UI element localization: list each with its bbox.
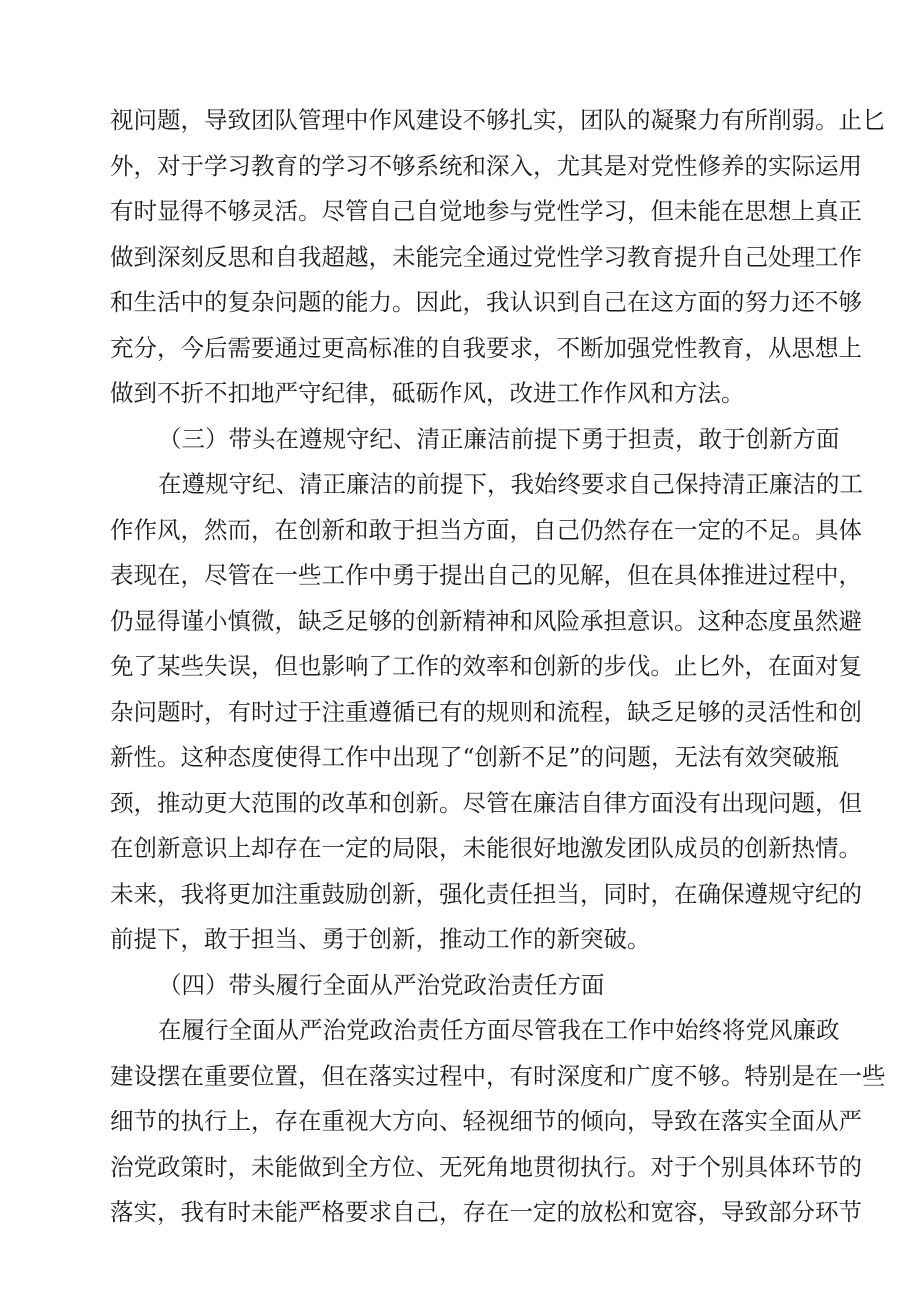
paragraph-line: 做到不折不扣地严守纪律，砥砺作风，改进工作作风和方法。 [110, 379, 745, 407]
paragraph-line: 在创新意识上却存在一定的局限，未能很好地激发团队成员的创新热情。 [110, 834, 862, 862]
paragraph-line: 做到深刻反思和自我超越，未能完全通过党性学习教育提升自己处理工作 [110, 242, 862, 271]
paragraph-line: 和生活中的复杂问题的能力。因此，我认识到自己在这方面的努力还不够 [110, 288, 862, 316]
paragraph-line: 落实，我有时未能严格要求自己，存在一定的放松和宽容，导致部分环节 [110, 1198, 862, 1226]
paragraph-line: 视问题，导致团队管理中作风建设不够扎实，团队的凝聚力有所削弱。止匕 [110, 106, 886, 134]
paragraph-line: 免了某些失误，但也影响了工作的效率和创新的步伐。止匕外，在面对复 [110, 652, 862, 680]
paragraph-line: 有时显得不够灵活。尽管自己自觉地参与党性学习，但未能在思想上真正 [110, 197, 862, 225]
paragraph-line: 颈，推动更大范围的改革和创新。尽管在廉洁自律方面没有出现问题，但 [110, 788, 862, 817]
paragraph-line: 表现在，尽管在一些工作中勇于提出自己的见解，但在具体推进过程中， [110, 561, 862, 589]
paragraph-line: 未来，我将更加注重鼓励创新，强化责任担当，同时，在确保遵规守纪的 [110, 879, 862, 908]
paragraph-line: 充分，今后需要通过更高标准的自我要求，不断加强党性教育，从思想上 [110, 333, 862, 362]
paragraph-line: 仍显得谨小慎微，缺乏足够的创新精神和风险承担意识。这种态度虽然避 [110, 606, 862, 635]
paragraph-line: 在履行全面从严治党政治责任方面尽管我在工作中始终将党风廉政 [158, 1016, 840, 1044]
paragraph-line: 外，对于学习教育的学习不够系统和深入，尤其是对党性修养的实际运用 [110, 151, 862, 180]
paragraph-line: 建设摆在重要位置，但在落实过程中，有时深度和广度不够。特别是在一些 [110, 1061, 886, 1090]
section-heading-3: （三）带头在遵规守纪、清正廉洁前提下勇于担责，敢于创新方面 [158, 424, 840, 453]
paragraph-line: 治党政策时，未能做到全方位、无死角地贯彻执行。对于个别具体环节的 [110, 1152, 862, 1181]
paragraph-line: 新性。这种态度使得工作中出现了“创新不足”的问题，无法有效突破瓶 [110, 743, 840, 771]
document-body [110, 98, 886, 1236]
paragraph-line: 杂问题时，有时过于注重遵循已有的规则和流程，缺乏足够的灵活性和创 [110, 697, 862, 726]
paragraph-line: 作作风，然而，在创新和敢于担当方面，自己仍然存在一定的不足。具体 [110, 515, 862, 544]
section-heading-4: （四）带头履行全面从严治党政治责任方面 [158, 970, 605, 999]
paragraph-line: 在遵规守纪、清正廉洁的前提下，我始终要求自己保持清正廉洁的工 [158, 470, 863, 498]
paragraph-line: 细节的执行上，存在重视大方向、轻视细节的倾向，导致在落实全面从严 [110, 1107, 862, 1135]
paragraph-line: 前提下，敢于担当、勇于创新，推动工作的新突破。 [110, 925, 651, 953]
